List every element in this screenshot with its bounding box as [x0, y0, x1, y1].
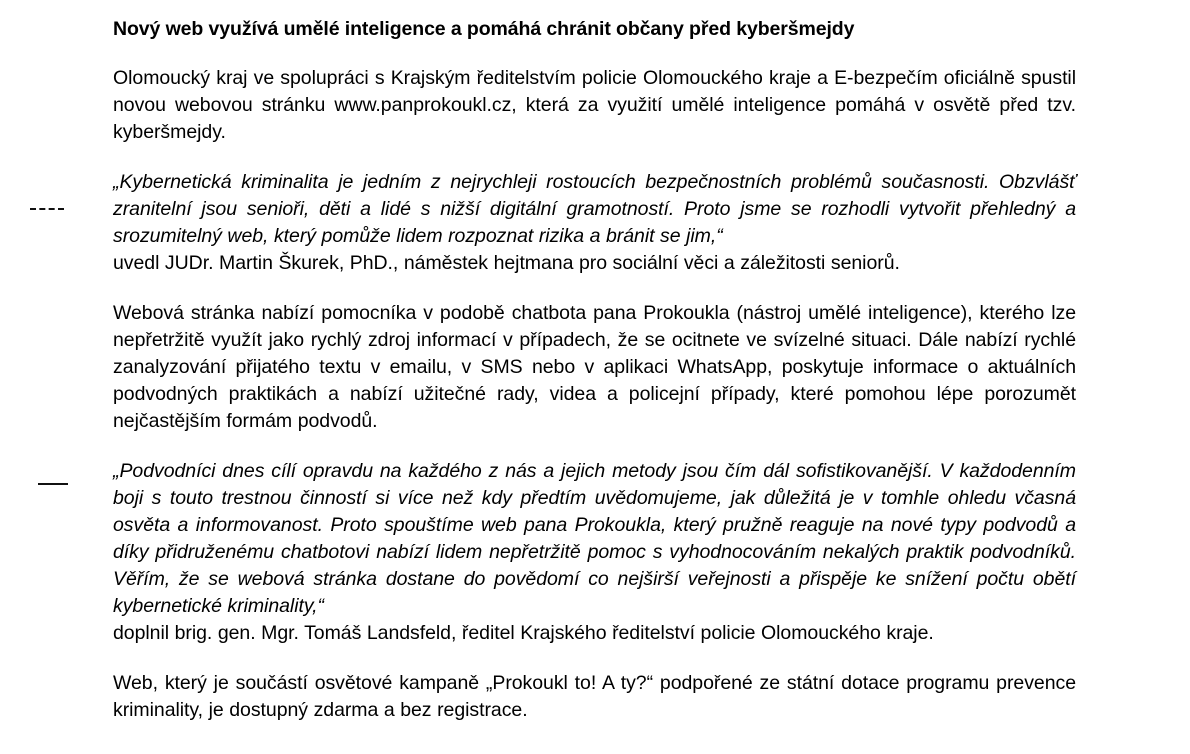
margin-change-mark-solid: [38, 483, 68, 485]
document-text-column: [113, 16, 1076, 724]
document-title: Nový web využívá umělé inteligence a pomáhá chránit občany před kyberšmejdy: [113, 18, 855, 40]
margin-change-mark-dashed: [30, 208, 64, 210]
quote-two-text: „Podvodníci dnes cílí opravdu na každého z nás a jejich metody jsou čím dál sofistikovanější. V každodenním boji s touto trestnou činností si více než kdy předtím uvědomujeme, jak důležitá je v tomhle ohledu včasná osvěta a informovanost. Proto spouštíme web pana Prokoukla, který pružně reaguje na nové typy podvodů a díky přidruženému chatbotovi nabízí lidem nepřetržitě pomoc s vyhodnocováním nekalých praktik podvodníků. Věřím, že se webová stránka dostane do povědomí co nejširší veřejnosti a přispěje ke snížení počtu obětí kybernetické kriminality,“: [113, 460, 1076, 617]
paragraph-campaign: Web, který je součástí osvětové kampaně „Prokoukl to! A ty?“ podpořené ze státní dotace programu prevence kriminality, je dostupný zdarma a bez registrace.: [113, 672, 1076, 721]
paragraph-intro: Olomoucký kraj ve spolupráci s Krajským ředitelstvím policie Olomouckého kraje a E-bezpečím oficiálně spustil novou webovou stránku www.panprokoukl.cz, která za využití umělé inteligence pomáhá v osvětě před tzv. kyberšmejdy.: [113, 67, 1076, 143]
quote-two-attribution: doplnil brig. gen. Mgr. Tomáš Landsfeld, ředitel Krajského ředitelství policie Olomouckého kraje.: [113, 622, 934, 644]
paragraph-chatbot: Webová stránka nabízí pomocníka v podobě chatbota pana Prokoukla (nástroj umělé inteligence), kterého lze nepřetržitě využít jako rychlý zdroj informací v případech, že se ocitnete ve svízelné situaci. Dále nabízí rychlé zanalyzování přijatého textu v emailu, v SMS nebo v aplikaci WhatsApp, poskytuje informace o aktuálních podvodných praktikách a nabízí užitečné rady, videa a policejní případy, které pomohou lépe porozumět nejčastějším formám podvodů.: [113, 302, 1076, 432]
paragraph-quote-two: [113, 458, 1076, 647]
quote-one-attribution: uvedl JUDr. Martin Škurek, PhD., náměstek hejtmana pro sociální věci a záležitosti seniorů.: [113, 252, 900, 274]
quote-one-text: „Kybernetická kriminalita je jedním z nejrychleji rostoucích bezpečnostních problémů současnosti. Obzvlášť zranitelní jsou senioři, děti a lidé s nižší digitální gramotností. Proto jsme se rozhodli vytvořit přehledný a srozumitelný web, který pomůže lidem rozpoznat rizika a bránit se jim,“: [113, 171, 1076, 247]
paragraph-quote-one: [113, 169, 1076, 277]
